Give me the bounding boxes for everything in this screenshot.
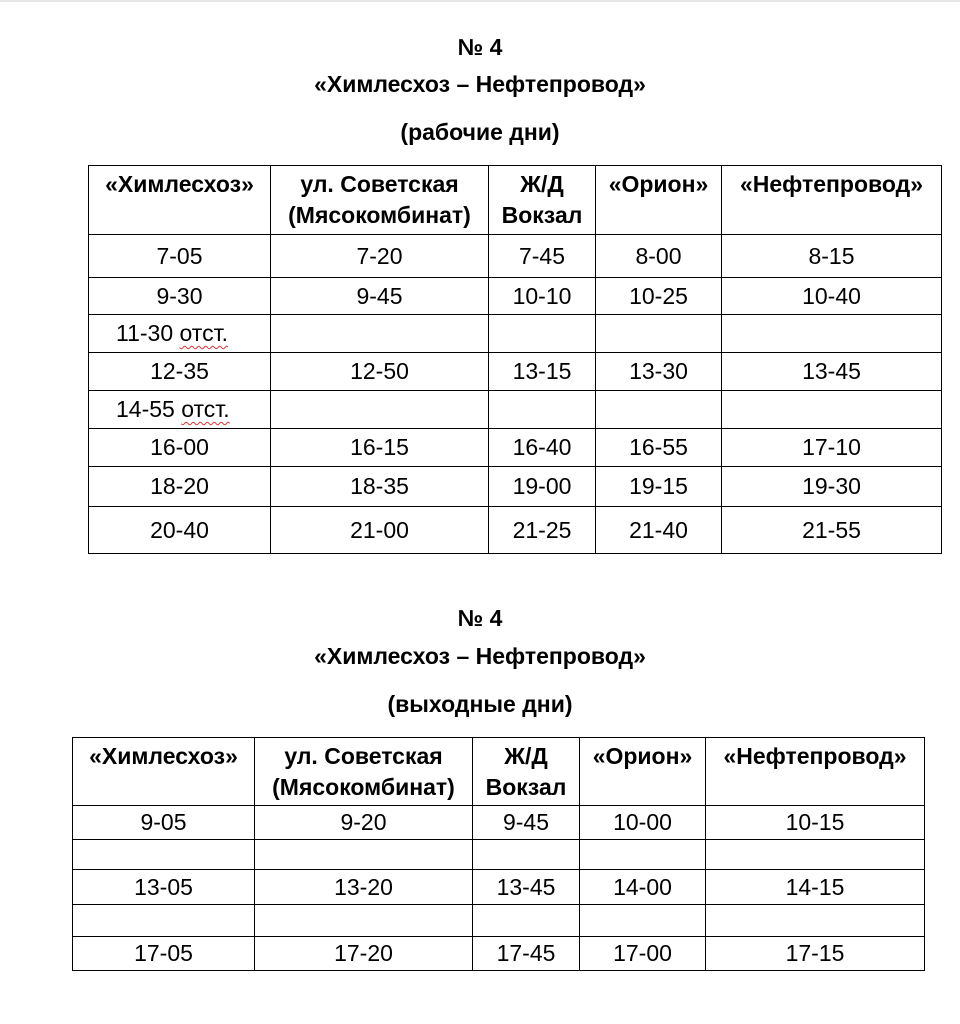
top-border [0,0,960,2]
schedule-row [73,870,925,905]
time-value: 10-00 [613,809,672,835]
skip-note: отст. [181,396,230,422]
time-value: 10-10 [512,282,572,309]
time-cell-orion [596,235,722,278]
col-header-orion: «Орион» [580,738,706,806]
time-value: 18-35 [350,473,409,499]
time-cell-himleshoz [89,235,271,278]
time-cell-vokzal [473,937,580,971]
time-value: 17-45 [496,940,556,966]
skip-note: отст. [179,320,228,346]
time-value: 17-15 [785,940,845,966]
time-cell-nefteprovod [706,840,925,870]
time-cell-nefteprovod [706,905,925,937]
time-cell-orion [596,507,722,554]
col-header-orion: «Орион» [596,166,722,235]
time-cell-himleshoz [73,905,255,937]
col-header-vokzal: Ж/Д Вокзал [473,738,580,806]
time-cell-sovetskaya [255,806,473,840]
time-cell-nefteprovod [722,391,942,429]
time-value: 19-00 [512,473,572,499]
time-cell-himleshoz [73,870,255,905]
time-value: 7-45 [518,242,566,269]
schedule-row [89,278,942,315]
time-cell-himleshoz [73,806,255,840]
time-value: 16-15 [350,434,409,460]
schedule-row [89,467,942,507]
weekend-route-name: «Химлесхоз – Нефтепровод» [314,643,646,669]
time-value: 14-00 [613,873,672,900]
time-cell-sovetskaya [271,353,489,391]
time-value: 8-15 [808,242,855,269]
time-cell-sovetskaya [271,235,489,278]
time-cell-orion [580,840,706,870]
weekday-header-row [89,166,942,235]
time-value: 14-15 [785,873,845,900]
time-value: 17-20 [334,940,393,966]
col-header-vokzal: Ж/Д Вокзал [489,166,596,235]
col-header-himleshoz: «Химлесхоз» [89,166,271,235]
time-cell-himleshoz [89,315,271,353]
col-header-nefteprovod: «Нефтепровод» [722,166,942,235]
time-cell-orion [596,353,722,391]
time-cell-orion [596,315,722,353]
time-value: 14-55 [116,396,175,422]
time-value: 19-30 [802,473,861,499]
time-value: 17-00 [613,940,672,966]
time-cell-orion [580,806,706,840]
col-header-nefteprovod: «Нефтепровод» [706,738,925,806]
time-value: 12-50 [350,358,409,384]
time-cell-sovetskaya [271,429,489,467]
time-value: 9-05 [140,809,187,835]
col-header-himleshoz: «Химлесхоз» [73,738,255,806]
schedule-row [89,391,942,429]
time-value: 20-40 [150,516,209,543]
time-value: 21-40 [629,516,688,543]
time-value: 18-20 [150,473,209,499]
time-value: 21-55 [802,516,861,543]
time-cell-orion [596,467,722,507]
schedule-row [89,353,942,391]
time-cell-sovetskaya [271,507,489,554]
weekday-route-number: № 4 [457,34,503,60]
time-cell-himleshoz [89,507,271,554]
time-cell-vokzal [489,391,596,429]
time-cell-vokzal [473,905,580,937]
time-cell-sovetskaya [255,905,473,937]
weekend-schedule-table [72,737,925,971]
time-cell-vokzal [489,278,596,315]
time-cell-himleshoz [73,840,255,870]
time-cell-himleshoz [89,353,271,391]
time-cell-orion [580,870,706,905]
time-value: 21-25 [512,516,572,543]
time-cell-nefteprovod [722,235,942,278]
time-value: 10-40 [802,282,861,309]
time-cell-sovetskaya [271,315,489,353]
time-value: 17-05 [134,940,193,966]
schedule-row [89,315,942,353]
time-cell-sovetskaya [271,391,489,429]
time-value: 13-15 [512,358,572,384]
time-cell-orion [580,905,706,937]
weekday-route-name: «Химлесхоз – Нефтепровод» [314,71,646,97]
time-cell-nefteprovod [722,507,942,554]
col-header-sovetskaya: ул. Советская (Мясокомбинат) [271,166,489,235]
schedule-row [89,507,942,554]
time-value: 13-05 [134,873,193,900]
time-value: 9-45 [502,809,550,835]
time-value: 13-20 [334,873,393,900]
time-cell-nefteprovod [706,870,925,905]
time-value: 8-00 [635,242,682,269]
schedule-row [73,840,925,870]
schedule-row [89,235,942,278]
schedule-row [89,429,942,467]
time-cell-nefteprovod [722,278,942,315]
time-cell-vokzal [489,467,596,507]
time-cell-sovetskaya [255,840,473,870]
time-cell-vokzal [489,315,596,353]
time-value: 10-15 [785,809,845,835]
time-value: 16-40 [512,434,572,460]
time-cell-nefteprovod [706,806,925,840]
time-value: 16-00 [150,434,209,460]
time-cell-sovetskaya [271,467,489,507]
time-cell-vokzal [489,235,596,278]
time-cell-nefteprovod [722,353,942,391]
time-value: 9-45 [356,282,403,309]
time-value: 13-30 [629,358,688,384]
time-cell-orion [596,278,722,315]
time-cell-sovetskaya [255,870,473,905]
col-header-sovetskaya: ул. Советская (Мясокомбинат) [255,738,473,806]
time-value: 21-00 [350,516,409,543]
time-cell-himleshoz [89,278,271,315]
time-cell-vokzal [489,429,596,467]
time-cell-orion [580,937,706,971]
time-cell-sovetskaya [255,937,473,971]
time-value: 19-15 [629,473,688,499]
time-value: 10-25 [629,282,688,309]
time-cell-vokzal [473,870,580,905]
time-cell-orion [596,429,722,467]
time-cell-vokzal [489,353,596,391]
time-value: 17-10 [802,434,861,460]
schedule-row [73,937,925,971]
time-cell-nefteprovod [722,429,942,467]
weekday-days-label: (рабочие дни) [400,119,560,145]
time-cell-sovetskaya [271,278,489,315]
time-value: 16-55 [629,434,688,460]
time-value: 7-20 [356,242,403,269]
time-cell-vokzal [473,840,580,870]
time-cell-orion [596,391,722,429]
time-cell-nefteprovod [722,315,942,353]
time-value: 11-30 [116,320,174,346]
weekend-header-row [73,738,925,806]
time-value: 7-05 [156,242,203,269]
weekday-schedule-table [88,165,942,554]
time-cell-himleshoz [89,429,271,467]
time-value: 13-45 [496,873,556,900]
time-cell-vokzal [473,806,580,840]
time-cell-vokzal [489,507,596,554]
time-cell-nefteprovod [722,467,942,507]
schedule-row [73,905,925,937]
time-cell-himleshoz [89,391,271,429]
time-value: 9-20 [340,809,387,835]
schedule-row [73,806,925,840]
time-value: 12-35 [150,358,209,384]
time-value: 13-45 [802,358,861,384]
weekend-route-number: № 4 [457,605,503,631]
time-value: 9-30 [156,282,203,309]
time-cell-nefteprovod [706,937,925,971]
time-cell-himleshoz [73,937,255,971]
weekend-days-label: (выходные дни) [387,691,573,717]
time-cell-himleshoz [89,467,271,507]
